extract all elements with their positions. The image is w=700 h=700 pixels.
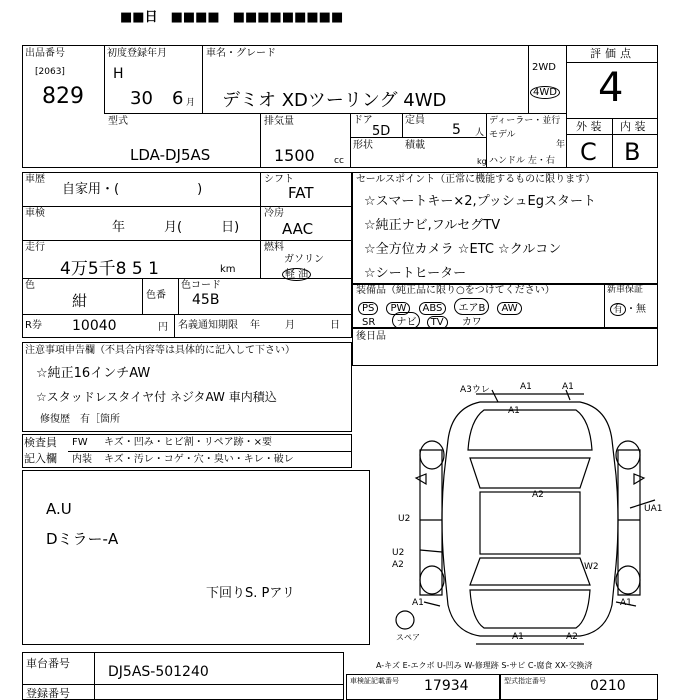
warranty-choice [610,304,646,315]
tax-notice-year: 年 [250,320,260,331]
recycle-unit: 円 [158,322,168,333]
handle-label: ハンドル 左・右 [489,156,555,166]
car-name-value: デミオ XDツーリング 4WD [222,90,447,111]
damage-legend: A-キズ E-エクボ U-凹み W-修理跡 S-サビ C-腐食 XX-交換済 [376,661,593,670]
exterior-label: 外 装 [576,120,602,133]
history-label: 車歴 [25,174,45,185]
equip-ps: PS [358,302,378,315]
handwritten-note: 下回りS. Pアリ [206,586,295,601]
fw-items: キズ・凹み・ヒビ割・リペア跡・×要 [104,437,272,448]
capacity-unit: 人 [475,128,485,138]
wheel-front-right [616,441,640,469]
note-line: ☆スタッドレスタイヤ付 ネジタAW 車内積込 [36,390,277,404]
car-roof [480,492,580,554]
wheel-front-left [420,441,444,469]
mileage-label: 走行 [25,242,45,253]
equip-airbag: エアB [454,298,489,315]
drive-4wd: 4WD [530,86,560,99]
load-unit: kg [477,157,487,166]
lot-code: [2063] [35,67,65,77]
displacement-unit: cc [334,156,344,166]
model-label: 型式 [108,116,128,127]
car-windshield [470,458,590,488]
lot-number: 829 [42,84,84,109]
equip-aw: AW [497,302,521,315]
repair-history: 修復歴 有［箇所 [40,414,120,425]
damage-mark: A2 [392,560,404,570]
first-reg-label: 初度登録年月 [107,48,167,59]
damage-mark: A3ウレ [460,385,490,395]
load-label: 積載 [405,140,425,151]
spare-tire [396,611,414,629]
mileage-unit: km [220,264,236,275]
equipment-row-2 [362,312,482,329]
damage-mark: A2 [532,490,544,500]
car-diagram [380,380,680,655]
later-items-label: 後日品 [356,331,386,342]
warranty-yes: 有 [610,303,626,316]
car-body-outline [442,402,618,636]
spare-label: スペア [396,633,420,642]
damage-mark: W2 [584,562,599,572]
handwritten-area [22,470,370,645]
dealer-label: ディーラー・並行 [489,116,561,126]
type-number-label: 型式指定番号 [504,677,546,685]
fuel-diesel: 軽 油 [282,268,311,281]
shift-value: FAT [288,184,314,202]
score-value: 4 [598,65,624,111]
drive-2wd: 2WD [532,62,556,73]
wheel-rear-left [420,566,444,594]
damage-mark: U2 [398,514,411,524]
tax-notice-day: 日 [330,320,340,331]
checker-label-1: 検査員 [24,436,57,449]
first-reg-month: 6 [172,88,184,109]
equip-tv: TV [427,316,448,329]
sales-point-line: ☆スマートキー×2,プッシュEgスタート [364,194,596,209]
displacement-value: 1500 [274,146,315,165]
damage-mark: A1 [512,632,524,642]
chassis-label: 車台番号 [26,657,70,670]
model-value: LDA-DJ5AS [130,146,211,164]
damage-mark: A1 [520,382,532,392]
equip-sr: SR [362,317,376,328]
exterior-grade: C [580,138,597,166]
note-line: ☆純正16インチAW [36,366,151,381]
car-right-side [618,450,640,595]
damage-mark: A1 [562,382,574,392]
damage-mark: U2 [392,548,405,558]
color-no-label: 色番 [146,290,166,301]
first-reg-year: 30 [130,88,153,109]
later-items-frame [352,328,658,366]
interior-check-label: 内装 [72,454,92,465]
car-left-side [420,450,442,595]
first-reg-month-unit: 月 [186,98,196,108]
registration-label: 登録番号 [26,687,70,700]
doors-value: 5D [372,124,391,139]
damage-mark: A1 [620,598,632,608]
recycle-label: R券 [25,320,42,331]
damage-mark: UA1 [644,504,663,514]
color-code-label: 色コード [181,280,221,291]
tax-notice-month: 月 [285,320,295,331]
sheet-title: ■■日 ■■■■ ■■■■■■■■■ [120,10,344,25]
equip-leather: カワ [461,317,482,328]
model-year-label: モデル [489,130,516,140]
aircon-value: AAC [282,220,314,238]
shape-label: 形状 [353,140,373,151]
notes-label: 注意事項申告欄（不具合内容等は具体的に記入して下さい） [25,345,295,356]
damage-mark: A1 [412,598,424,608]
sales-point-line: ☆純正ナビ,フルセグTV [364,218,501,233]
sales-point-line: ☆全方位カメラ ☆ETC ☆クルコン [364,242,562,257]
capacity-label: 定員 [405,115,425,126]
car-name-label: 車名・グレード [206,48,276,59]
fuel-gas: ガソリン [284,254,324,265]
color-code: 45B [192,292,220,308]
interior-check-items: キズ・汚レ・コゲ・穴・臭い・キレ・破レ [104,454,294,465]
cert-number-label: 車検証記載番号 [350,677,399,685]
handwritten-note: Dミラー-A [46,530,119,548]
doors-label: ドア [353,115,373,126]
equipment-label: 装備品（純正品に限り○をつけてください） [356,285,555,296]
interior-label: 内 装 [620,120,646,133]
lot-label: 出品番号 [25,48,65,59]
equip-abs: ABS [419,302,447,315]
model-year-suffix: 年 [556,140,566,150]
fw-label: FW [72,437,88,448]
handwritten-note: A.U [46,500,72,518]
chassis-number: DJ5AS-501240 [108,664,209,680]
inspection-label: 車検 [25,208,45,219]
recycle-value: 10040 [72,318,117,334]
aircon-label: 冷房 [264,208,284,219]
capacity-value: 5 [452,122,461,138]
type-number-value: 0210 [590,678,626,694]
cert-number-value: 17934 [424,678,469,694]
car-trunk [470,590,590,628]
mirror-right [634,474,644,484]
fuel-label: 燃料 [264,242,284,253]
mirror-left [416,474,426,484]
sales-point-line: ☆シートヒーター [364,266,467,281]
car-hood [468,410,592,450]
checker-label-2: 記入欄 [24,452,57,465]
score-label: 評価点 [590,47,635,60]
color-label: 色 [25,280,35,291]
damage-mark: A1 [508,406,520,416]
shift-label: シフト [264,174,294,185]
first-reg-era: H [113,66,124,82]
mileage-value: 4万5千8 5 1 [60,259,159,279]
interior-grade: B [624,138,641,166]
tax-notice-label: 名義通知期限 [178,320,238,331]
displacement-label: 排気量 [264,116,294,127]
damage-mark: A2 [566,632,578,642]
equip-pw: PW [386,302,410,315]
inspection-value: 年 月( 日) [112,220,240,235]
sales-points-label: セールスポイント（正常に機能するものに限ります） [356,174,596,185]
car-rear-window [470,558,590,585]
warranty-no: ・無 [626,304,646,315]
wheel-rear-right [616,566,640,594]
history-value: 自家用・( ) [62,182,203,197]
equip-navi: ナビ [392,312,420,329]
color-value: 紺 [72,292,88,310]
new-car-warranty-label: 新車保証 [607,285,644,295]
